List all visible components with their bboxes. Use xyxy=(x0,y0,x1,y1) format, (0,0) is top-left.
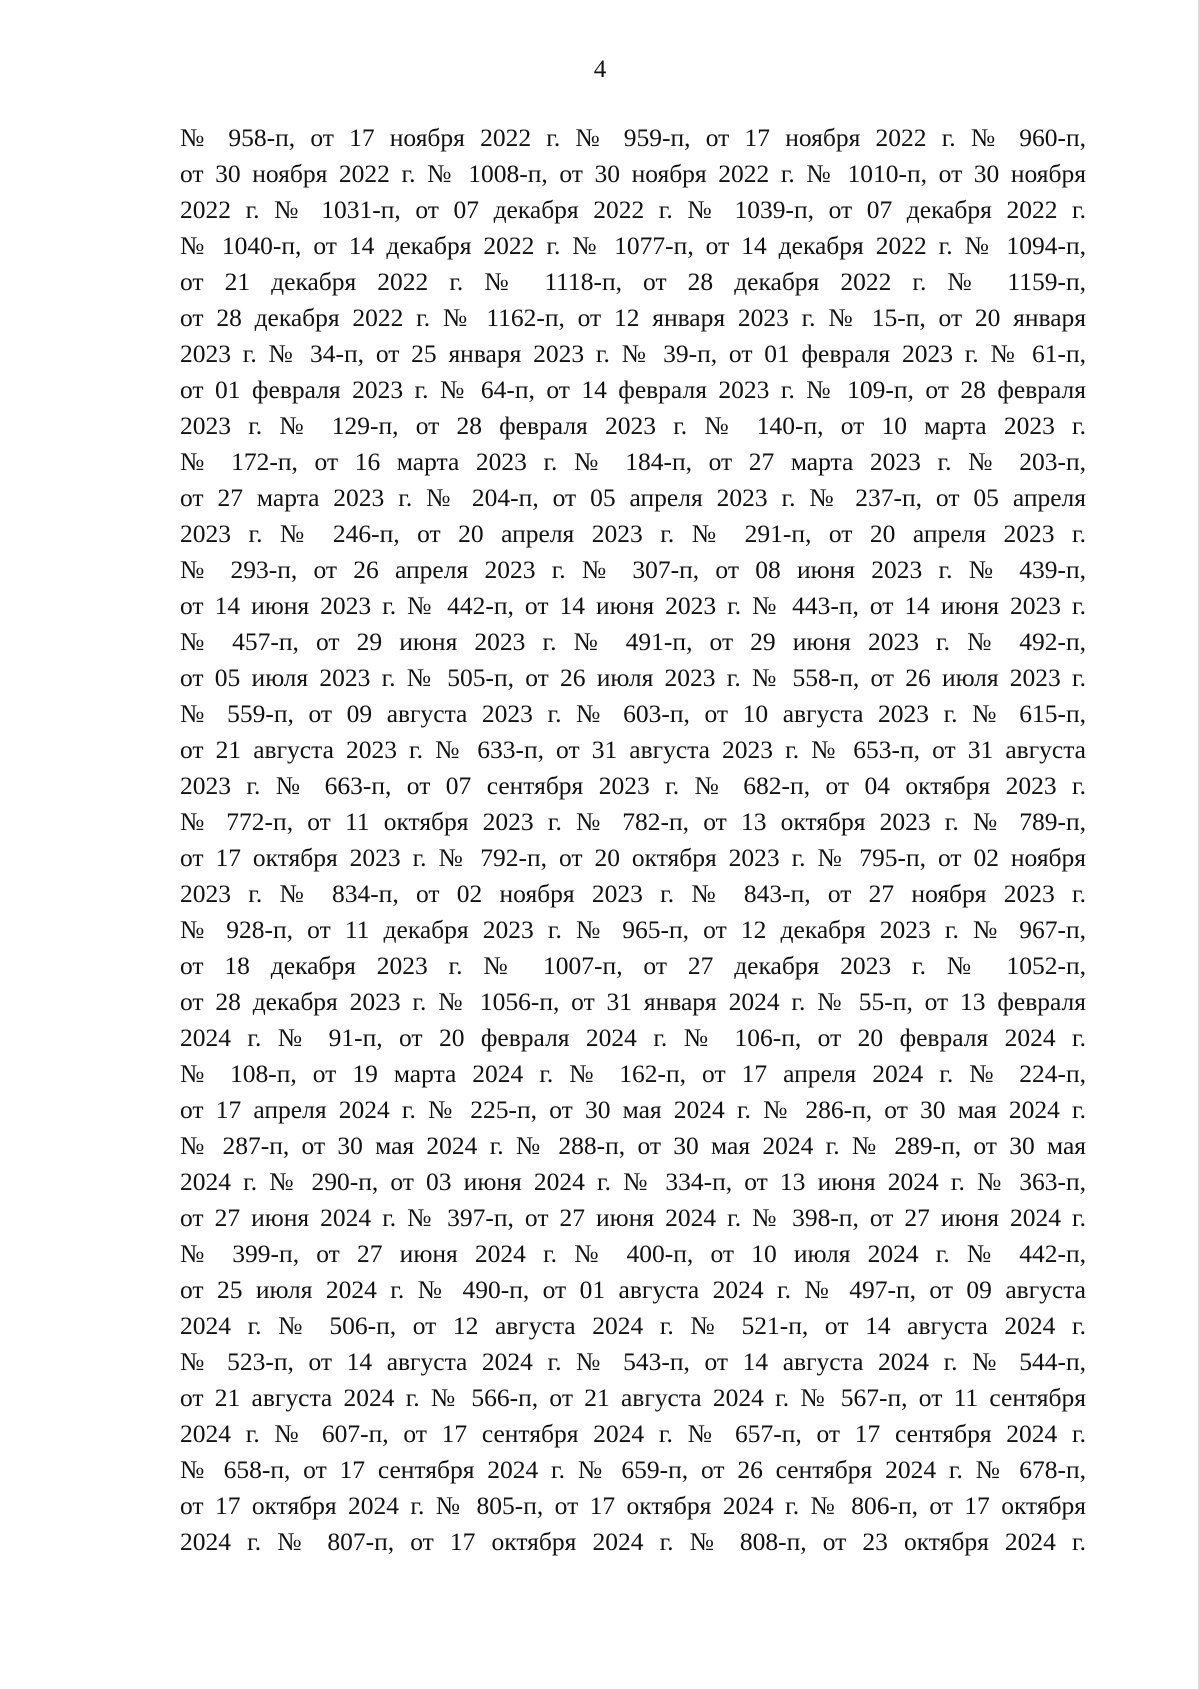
text-line: № 287-п, от 30 мая 2024 г. № 288-п, от 30 мая 2024 г. № 289-п, от 30 мая xyxy=(180,1131,1086,1160)
page-number: 4 xyxy=(593,56,607,83)
text-line: № 457-п, от 29 июня 2023 г. № 491-п, от 29 июня 2023 г. № 492-п, xyxy=(180,627,1086,656)
text-line: № 958-п, от 17 ноября 2022 г. № 959-п, от 17 ноября 2022 г. № 960-п, xyxy=(180,123,1086,152)
text-line: от 21 декабря 2022 г. № 1118-п, от 28 декабря 2022 г. № 1159-п, xyxy=(180,267,1086,296)
text-line: № 1040-п, от 14 декабря 2022 г. № 1077-п, от 14 декабря 2022 г. № 1094-п, xyxy=(180,231,1086,260)
text-line: 2023 г. № 34-п, от 25 января 2023 г. № 39-п, от 01 февраля 2023 г. № 61-п, xyxy=(180,339,1086,368)
text-line: № 293-п, от 26 апреля 2023 г. № 307-п, от 08 июня 2023 г. № 439-п, xyxy=(180,555,1086,584)
text-line: 2024 г. № 807-п, от 17 октября 2024 г. № 808-п, от 23 октября 2024 г. xyxy=(180,1527,1086,1556)
text-line: 2023 г. № 663-п, от 07 сентября 2023 г. № 682-п, от 04 октября 2023 г. xyxy=(180,771,1086,800)
text-line: 2023 г. № 246-п, от 20 апреля 2023 г. № 291-п, от 20 апреля 2023 г. xyxy=(180,519,1086,548)
text-line: от 28 декабря 2023 г. № 1056-п, от 31 января 2024 г. № 55-п, от 13 февраля xyxy=(180,987,1086,1016)
text-line: от 18 декабря 2023 г. № 1007-п, от 27 декабря 2023 г. № 1052-п, xyxy=(180,951,1086,980)
text-line: от 01 февраля 2023 г. № 64-п, от 14 февраля 2023 г. № 109-п, от 28 февраля xyxy=(180,375,1086,404)
text-line: № 399-п, от 27 июня 2024 г. № 400-п, от 10 июля 2024 г. № 442-п, xyxy=(180,1239,1086,1268)
text-line: 2022 г. № 1031-п, от 07 декабря 2022 г. № 1039-п, от 07 декабря 2022 г. xyxy=(180,195,1086,224)
text-line: от 25 июля 2024 г. № 490-п, от 01 августа 2024 г. № 497-п, от 09 августа xyxy=(180,1275,1086,1304)
text-line: от 05 июля 2023 г. № 505-п, от 26 июля 2023 г. № 558-п, от 26 июля 2023 г. xyxy=(180,663,1086,692)
text-line: от 21 августа 2023 г. № 633-п, от 31 августа 2023 г. № 653-п, от 31 августа xyxy=(180,735,1086,764)
text-line: 2024 г. № 290-п, от 03 июня 2024 г. № 334-п, от 13 июня 2024 г. № 363-п, xyxy=(180,1167,1086,1196)
text-line: от 17 апреля 2024 г. № 225-п, от 30 мая 2024 г. № 286-п, от 30 мая 2024 г. xyxy=(180,1095,1086,1124)
text-line: от 30 ноября 2022 г. № 1008-п, от 30 ноября 2022 г. № 1010-п, от 30 ноября xyxy=(180,159,1086,188)
text-line: 2024 г. № 506-п, от 12 августа 2024 г. № 521-п, от 14 августа 2024 г. xyxy=(180,1311,1086,1340)
text-line: от 21 августа 2024 г. № 566-п, от 21 августа 2024 г. № 567-п, от 11 сентября xyxy=(180,1383,1086,1412)
text-line: № 658-п, от 17 сентября 2024 г. № 659-п, от 26 сентября 2024 г. № 678-п, xyxy=(180,1455,1086,1484)
text-line: № 108-п, от 19 марта 2024 г. № 162-п, от 17 апреля 2024 г. № 224-п, xyxy=(180,1059,1086,1088)
text-line: 2023 г. № 834-п, от 02 ноября 2023 г. № 843-п, от 27 ноября 2023 г. xyxy=(180,879,1086,908)
text-line: от 27 марта 2023 г. № 204-п, от 05 апреля 2023 г. № 237-п, от 05 апреля xyxy=(180,483,1086,512)
text-line: № 172-п, от 16 марта 2023 г. № 184-п, от 27 марта 2023 г. № 203-п, xyxy=(180,447,1086,476)
text-line: 2024 г. № 91-п, от 20 февраля 2024 г. № 106-п, от 20 февраля 2024 г. xyxy=(180,1023,1086,1052)
text-line: № 559-п, от 09 августа 2023 г. № 603-п, от 10 августа 2023 г. № 615-п, xyxy=(180,699,1086,728)
text-line: № 523-п, от 14 августа 2024 г. № 543-п, от 14 августа 2024 г. № 544-п, xyxy=(180,1347,1086,1376)
text-line: № 928-п, от 11 декабря 2023 г. № 965-п, от 12 декабря 2023 г. № 967-п, xyxy=(180,915,1086,944)
text-line: от 27 июня 2024 г. № 397-п, от 27 июня 2024 г. № 398-п, от 27 июня 2024 г. xyxy=(180,1203,1086,1232)
text-line: от 28 декабря 2022 г. № 1162-п, от 12 января 2023 г. № 15-п, от 20 января xyxy=(180,303,1086,332)
text-line: от 17 октября 2023 г. № 792-п, от 20 октября 2023 г. № 795-п, от 02 ноября xyxy=(180,843,1086,872)
text-line: от 14 июня 2023 г. № 442-п, от 14 июня 2023 г. № 443-п, от 14 июня 2023 г. xyxy=(180,591,1086,620)
text-line: 2024 г. № 607-п, от 17 сентября 2024 г. № 657-п, от 17 сентября 2024 г. xyxy=(180,1419,1086,1448)
body-text xyxy=(180,120,1086,1560)
text-line: 2023 г. № 129-п, от 28 февраля 2023 г. № 140-п, от 10 марта 2023 г. xyxy=(180,411,1086,440)
text-line: № 772-п, от 11 октября 2023 г. № 782-п, от 13 октября 2023 г. № 789-п, xyxy=(180,807,1086,836)
text-line: от 17 октября 2024 г. № 805-п, от 17 октября 2024 г. № 806-п, от 17 октября xyxy=(180,1491,1086,1520)
